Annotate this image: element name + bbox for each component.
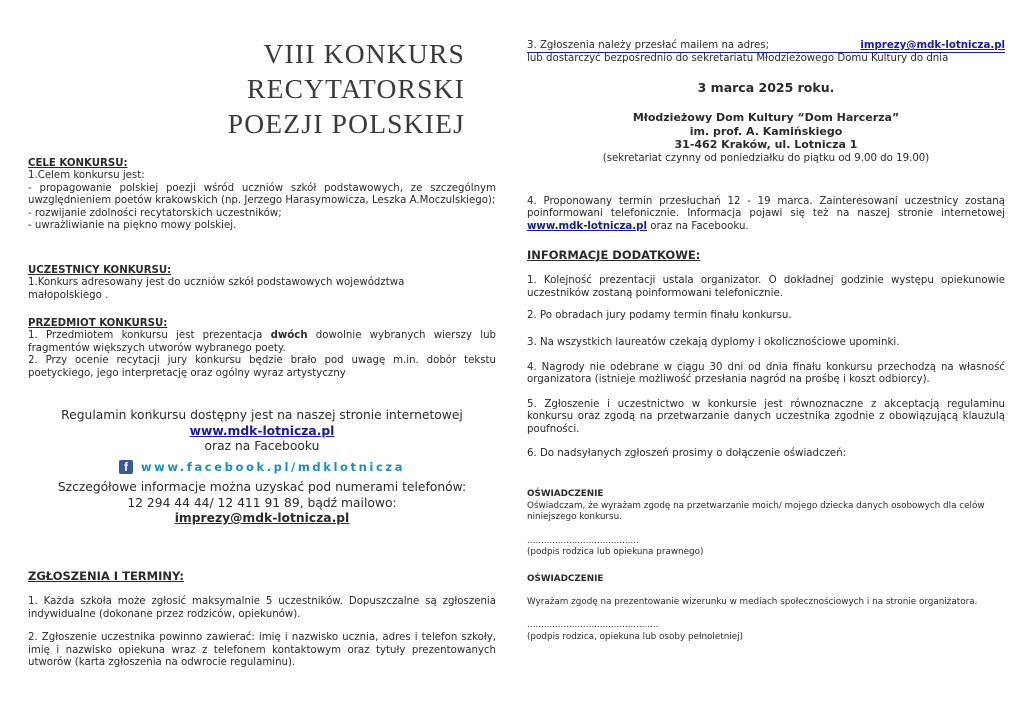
- secretariat-hours: (sekretariat czynny od poniedziałku do piątku od 9.00 do 19.00): [602, 152, 930, 164]
- przedmiot-p1-bold: dwóch: [270, 330, 308, 342]
- osw1-text: Oświadczam, że wyrażam zgodę na przetwarzanie moich/ mojego dziecka danych osobowych dla celów niniejszego konkursu.: [527, 500, 985, 522]
- uczestnicy-text: 1.Konkurs adresowany jest do uczniów szkół podstawowych województwa małopolskiego .: [28, 277, 405, 301]
- przedmiot-p1-part2: dowolnie wybranych wierszy lub fragmentów większych utworów wybranego poety.: [28, 330, 496, 354]
- osw2-text: Wyrażam zgodę na prezentowanie wizerunku w mediach społecznościowych i na stronie organizatora.: [527, 596, 978, 607]
- organizer-patron: im. prof. A. Kamińskiego: [689, 124, 843, 138]
- organizer-address: 31-462 Kraków, ul. Lotnicza 1: [674, 138, 858, 151]
- info-heading: INFORMACJE DODATKOWE:: [527, 248, 701, 262]
- p3-first-line: [527, 40, 1005, 53]
- section-zgloszenia: [28, 570, 496, 669]
- facebook-icon: f: [119, 460, 133, 474]
- p4-text-b: oraz na Facebooku.: [646, 220, 749, 232]
- website-link[interactable]: www.mdk-lotnicza.pl: [189, 423, 335, 438]
- phones-text: 12 294 44 44/ 12 411 91 89, bądź mailowo:: [127, 495, 397, 510]
- regulamin-text: Regulamin konkursu dostępny jest na naszej stronie internetowej: [61, 408, 463, 422]
- facebook-row: [28, 460, 496, 476]
- cele-heading: CELE KONKURSU:: [28, 158, 128, 169]
- document-title: [205, 36, 465, 141]
- przedmiot-p1: [28, 330, 496, 355]
- p3-text-a: 3. Zgłoszenia należy przesłać mailem na adres;: [527, 40, 770, 51]
- osw1-heading: OŚWIADCZENIE: [527, 489, 604, 499]
- section-cele: [28, 158, 496, 232]
- section-uczestnicy: [28, 265, 448, 302]
- info-item-2: 2. Po obradach jury podamy termin finału konkursu.: [527, 310, 792, 322]
- p3-email-link[interactable]: imprezy@mdk-lotnicza.pl: [860, 40, 1005, 51]
- szczegolowe-text: Szczegółowe informacje można uzyskać pod numerami telefonów:: [57, 480, 467, 494]
- cele-line-4: - uwrażliwianie na piękno mowy polskiej.: [28, 220, 237, 232]
- oswiadczenie-1: [527, 489, 1005, 559]
- oraz-facebook-text: oraz na Facebooku: [204, 439, 320, 453]
- info-item-5: 5. Zgłoszenie i uczestnictwo w konkursie jest równoznaczne z akceptacją regulaminu konkursu oraz zgodą na przetwarzanie danych uczestnika zgodnie z obowiązującą klauzulą poufności.: [527, 398, 1005, 435]
- przedmiot-p2: 2. Przy ocenie recytacji jury konkursu będzie brało pod uwagę m.in. dobór tekstu poetyckiego, jego interpretację oraz ogólny wyraz artystyczny: [28, 355, 496, 379]
- facebook-link[interactable]: www.facebook.pl/mdklotnicza: [140, 459, 406, 474]
- przedmiot-p1-part1: 1. Przedmiotem konkursu jest prezentacja: [28, 330, 271, 342]
- zgloszenia-p2: 2. Zgłoszenie uczestnika powinno zawierać: imię i nazwisko ucznia, adres i telefon szkoły, imię i nazwisko opiekuna wraz z telefonem kontaktowym oraz tytuły prezentowanych utworów (karta zgłoszenia na odwrocie regulaminu).: [28, 632, 496, 669]
- organizer-name: Młodzieżowy Dom Kultury “Dom Harcerza”: [632, 111, 900, 124]
- cele-line-1: 1.Celem konkursu jest:: [28, 170, 145, 182]
- zgloszenia-heading: ZGŁOSZENIA I TERMINY:: [28, 569, 184, 583]
- title-line-2: RECYTATORSKI: [247, 73, 465, 104]
- uczestnicy-heading: UCZESTNICY KONKURSU:: [28, 265, 172, 276]
- osw2-signature-caption: (podpis rodzica, opiekuna lub osoby pełnoletniej): [527, 631, 744, 642]
- zgloszenia-p1: 1. Każda szkoła może zgłosić maksymalnie 5 uczestników. Dopuszczalne są zgłoszenia indywidualne (dokonane przez rodziców, opiekunów).: [28, 596, 496, 620]
- cele-line-2: - propagowanie polskiej poezji wśród uczniów szkół podstawowych, ze szczególnym uwzględnieniem poetów krakowskich (np. Jerzego Harasymowicza, Leszka A.Moczulskiego);: [28, 182, 496, 207]
- title-line-3: POEZJI POLSKIEJ: [227, 108, 465, 139]
- osw1-signature-caption: (podpis rodzica lub opiekuna prawnego): [527, 547, 704, 557]
- promo-block: [28, 408, 496, 527]
- p4-website-link[interactable]: www.mdk-lotnicza.pl: [527, 220, 647, 232]
- email-link[interactable]: imprezy@mdk-lotnicza.pl: [174, 511, 350, 525]
- info-item-1: 1. Kolejność prezentacji ustala organizator. O dokładnej godzinie występu opiekunowie uczestników zostaną poinformowani telefonicznie.: [527, 275, 1005, 299]
- organizer-block: [527, 111, 1005, 165]
- przedmiot-heading: PRZEDMIOT KONKURSU:: [28, 318, 168, 329]
- osw2-heading: OŚWIADCZENIE: [527, 574, 604, 584]
- right-p3: [527, 40, 1005, 66]
- oswiadczenie-2: [527, 574, 1005, 643]
- section-przedmiot: [28, 318, 496, 380]
- deadline-date: 3 marca 2025 roku.: [697, 80, 835, 95]
- right-p4: [527, 196, 1005, 233]
- osw1-signature-line: ........................................: [527, 535, 639, 546]
- p4-text-a: 4. Proponowany termin przesłuchań 12 - 19 marca. Zainteresowani uczestnicy zostaną poinformowani telefonicznie. Informacja pojawi się też na naszej stronie internetowej: [527, 196, 1005, 220]
- info-item-3: 3. Na wszystkich laureatów czekają dyplomy i okolicznościowe upominki.: [527, 336, 900, 348]
- section-info: [527, 249, 1005, 460]
- title-line-1: VIII KONKURS: [263, 38, 465, 69]
- info-item-4: 4. Nagrody nie odebrane w ciągu 30 dni od dnia finału konkursu przechodzą na własność organizatora (istnieje możliwość przesłania nagród na prośbę i koszt odbiorcy).: [527, 362, 1005, 386]
- p3-text-b: lub dostarczyć bezpośrednio do sekretariatu Młodzieżowego Domu Kultury do dnia: [527, 53, 949, 65]
- cele-line-3: - rozwijanie zdolności recytatorskich uczestników;: [28, 207, 282, 219]
- osw2-signature-line: ...............................................: [527, 620, 659, 630]
- info-item-6: 6. Do nadsyłanych zgłoszeń prosimy o dołączenie oświadczeń:: [527, 448, 847, 460]
